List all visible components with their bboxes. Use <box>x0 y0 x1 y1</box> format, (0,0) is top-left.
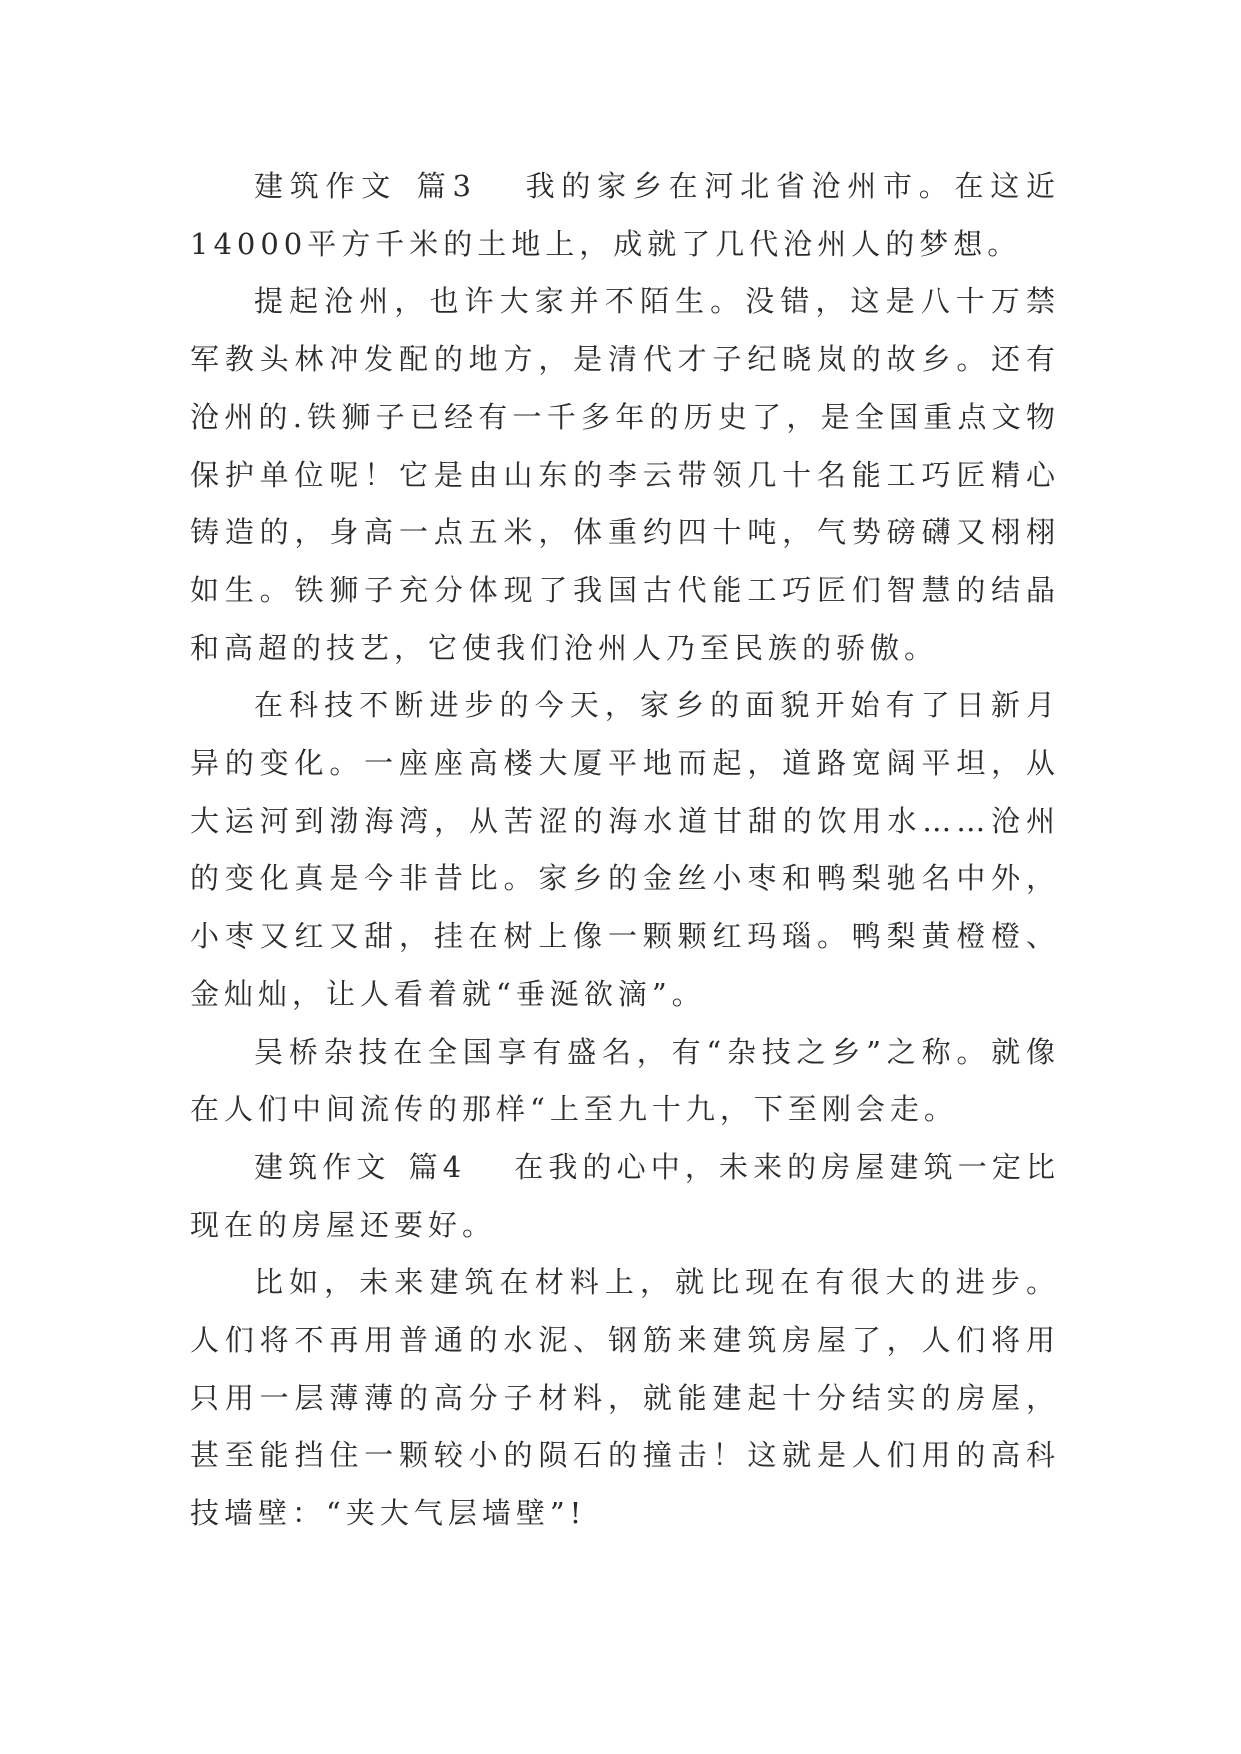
paragraph-text: 我的家乡在河北省沧州市。在这近14000平方千米的土地上，成就了几代沧州人的梦想。 <box>190 169 1060 261</box>
document-body <box>190 158 1060 1543</box>
paragraph-5 <box>190 1139 1060 1254</box>
essay-heading: 建筑作文 <box>254 1149 391 1184</box>
paragraph-text: 在我的心中，未来的房屋建筑一定比现在的房屋还要好。 <box>190 1149 1060 1242</box>
paragraph-4 <box>190 1024 1060 1139</box>
paragraph-2 <box>190 273 1060 677</box>
paragraph-3 <box>190 677 1060 1023</box>
paragraph-text: 提起沧州，也许大家并不陌生。没错，这是八十万禁军教头林冲发配的地方，是清代才子纪晓岚的故乡。还有沧州的.铁狮子已经有一千多年的历史了，是全国重点文物保护单位呢！它是由山东的李云带领几十名能工巧匠精心铸造的，身高一点五米，体重约四十吨，气势磅礴又栩栩如生。铁狮子充分体现了我国古代能工巧匠们智慧的结晶和高超的技艺，它使我们沧州人乃至民族的骄傲。 <box>190 284 1060 665</box>
essay-heading: 建筑作文 <box>254 169 397 203</box>
paragraph-6 <box>190 1254 1060 1543</box>
paragraph-text: 比如，未来建筑在材料上，就比现在有很大的进步。人们将不再用普通的水泥、钢筋来建筑房屋了，人们将用只用一层薄薄的高分子材料，就能建起十分结实的房屋，甚至能挡住一颗较小的陨石的撞击！这就是人们用的高科技墙壁：“夹大气层墙壁”! <box>190 1265 1060 1531</box>
section-label: 篇4 <box>408 1149 467 1184</box>
section-label: 篇3 <box>414 169 476 203</box>
paragraph-1 <box>190 158 1060 273</box>
paragraph-text: 吴桥杂技在全国享有盛名，有“杂技之乡”之称。就像在人们中间流传的那样“上至九十九，下至刚会走。 <box>190 1034 1060 1127</box>
paragraph-text: 在科技不断进步的今天，家乡的面貌开始有了日新月异的变化。一座座高楼大厦平地而起，道路宽阔平坦，从大运河到渤海湾，从苦涩的海水道甘甜的饮用水……沧州的变化真是今非昔比。家乡的金丝小枣和鸭梨驰名中外，小枣又红又甜，挂在树上像一颗颗红玛瑙。鸭梨黄橙橙、金灿灿，让人看着就“垂涎欲滴”。 <box>190 688 1060 1011</box>
